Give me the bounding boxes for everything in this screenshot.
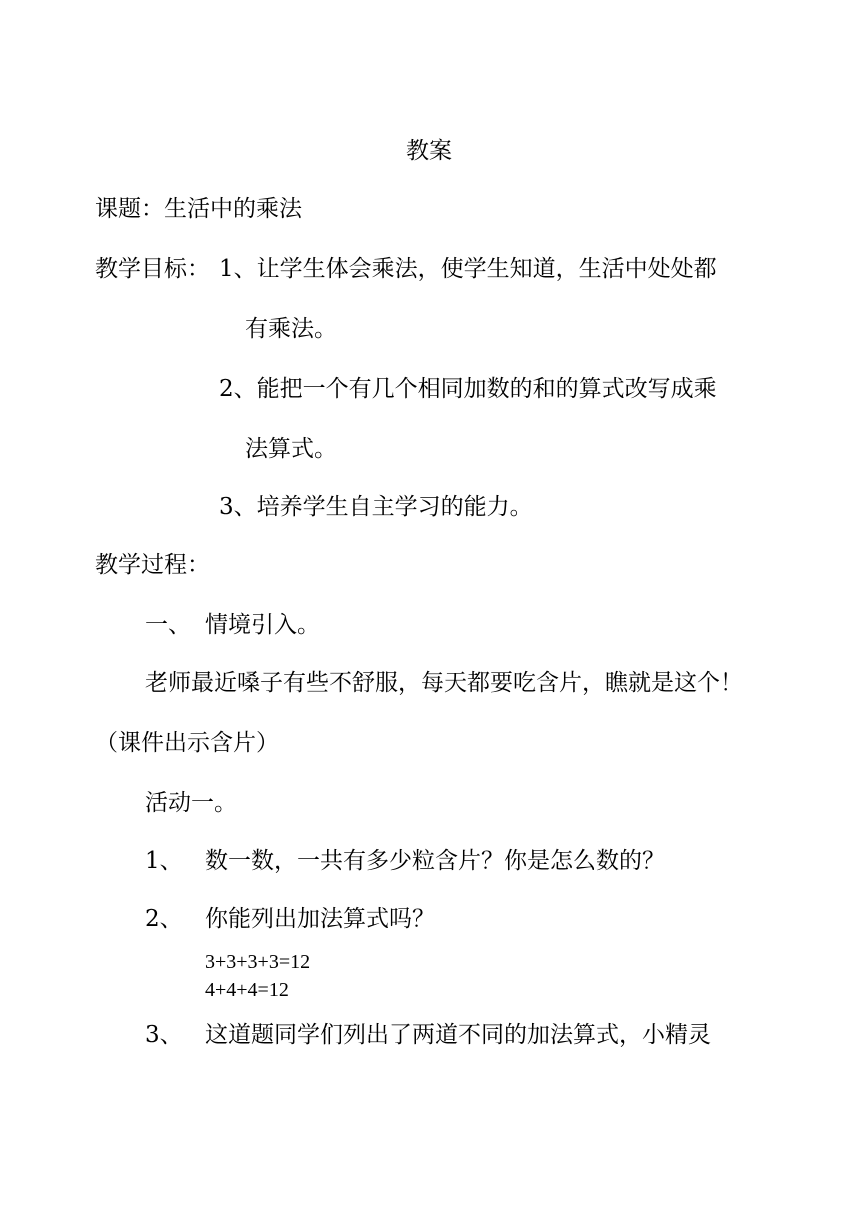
intro-line-2: （课件出示含片） <box>95 730 279 756</box>
section-1-marker: 一、 <box>145 612 191 638</box>
question-2-text: 你能列出加法算式吗？ <box>205 906 435 932</box>
goal-2-line-2: 法算式。 <box>245 436 337 462</box>
activity-title: 活动一。 <box>145 790 237 816</box>
subject-line: 课题：生活中的乘法 <box>95 196 302 222</box>
question-3-text: 这道题同学们列出了两道不同的加法算式，小精灵 <box>205 1022 711 1048</box>
equation-2: 4+4+4=12 <box>205 979 289 1001</box>
question-2-marker: 2、 <box>145 906 183 932</box>
goals-label: 教学目标： <box>95 256 210 282</box>
process-label: 教学过程： <box>95 552 210 578</box>
intro-line-1: 老师最近嗓子有些不舒服，每天都要吃含片，瞧就是这个！ <box>145 670 743 696</box>
equation-1: 3+3+3+3=12 <box>205 951 311 973</box>
goal-1-line-1: 1、让学生体会乘法，使学生知道，生活中处处都 <box>219 256 717 282</box>
goal-1-line-2: 有乘法。 <box>245 316 337 342</box>
goal-2-line-1: 2、能把一个有几个相同加数的和的算式改写成乘 <box>219 376 717 402</box>
question-3-marker: 3、 <box>145 1022 183 1048</box>
question-1-text: 数一数，一共有多少粒含片？你是怎么数的？ <box>205 848 665 874</box>
question-1-marker: 1、 <box>145 848 183 874</box>
goal-3: 3、培养学生自主学习的能力。 <box>219 494 533 520</box>
section-1-heading: 情境引入。 <box>205 612 320 638</box>
document-title: 教案 <box>406 138 452 164</box>
